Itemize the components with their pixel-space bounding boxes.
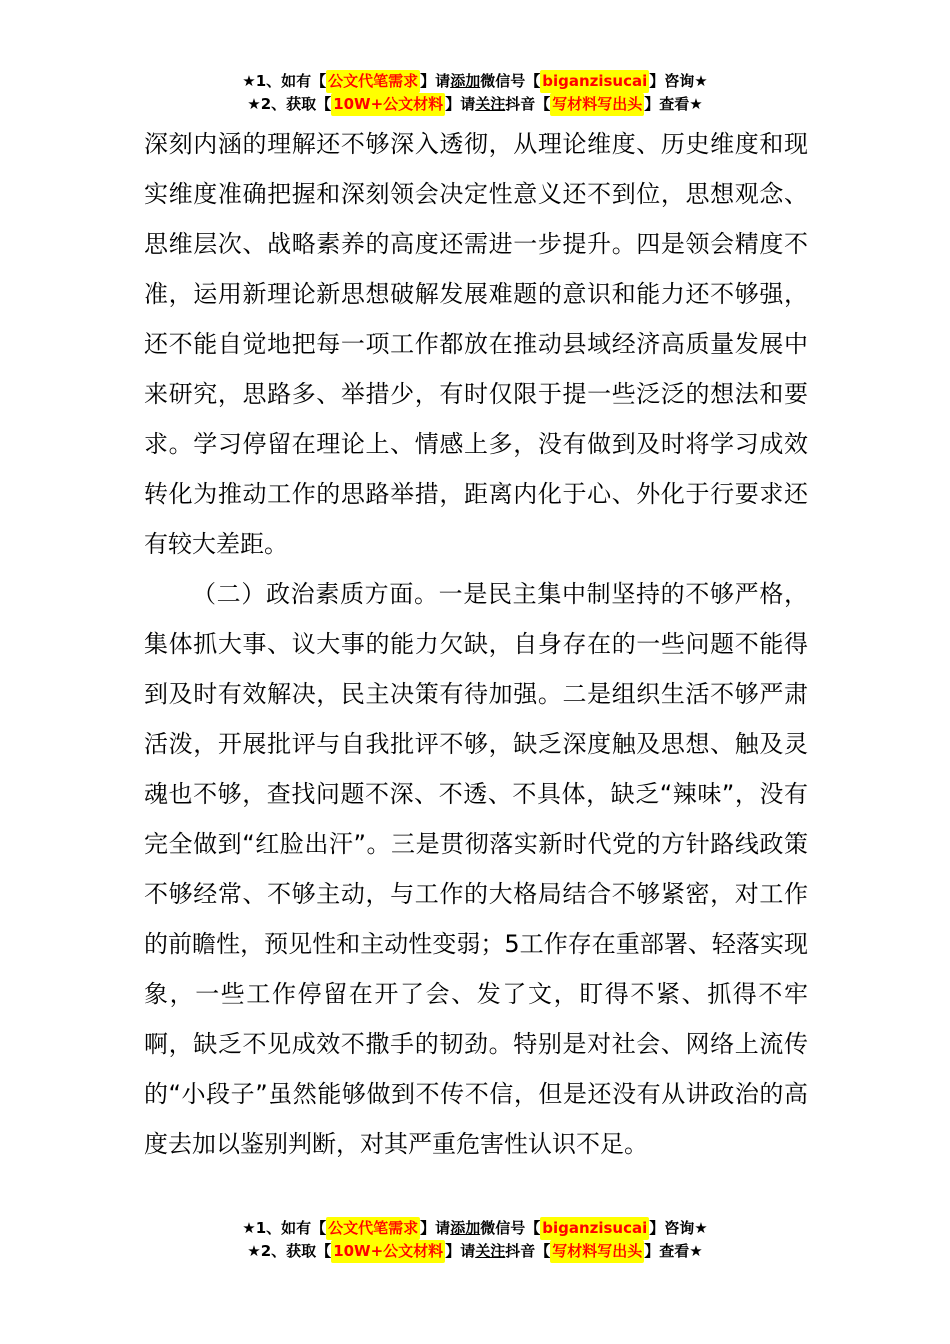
star-icon: ★ [247, 95, 261, 113]
highlight-materials: 10W+公文材料 [331, 1240, 445, 1263]
underlined-text: 关注 [475, 95, 506, 113]
banner-text: 2、获取【 [260, 1242, 332, 1260]
banner-text: 】请 [445, 95, 476, 113]
banner-line-1 [0, 1217, 950, 1240]
banner-text: 】查看★ [644, 1242, 703, 1260]
banner-text: 2、获取【 [260, 95, 332, 113]
highlight-service: 公文代笔需求 [326, 1217, 420, 1240]
banner-text: 抖音【 [505, 95, 551, 113]
highlight-service: 公文代笔需求 [326, 70, 420, 93]
banner-text: 】请 [445, 1242, 476, 1260]
banner-text: 1、如有【 [255, 72, 327, 90]
document-body [144, 119, 808, 1169]
header-banner [0, 70, 950, 116]
banner-line-2 [0, 93, 950, 116]
banner-text: 1、如有【 [255, 1219, 327, 1237]
highlight-wechat-id: biganzisucai [540, 1217, 649, 1240]
footer-banner [0, 1217, 950, 1263]
banner-text: 】咨询★ [649, 1219, 708, 1237]
highlight-materials: 10W+公文材料 [331, 93, 445, 116]
paragraph-continuation: 深刻内涵的理解还不够深入透彻，从理论维度、历史维度和现实维度准确把握和深刻领会决定性意义还不到位，思想观念、思维层次、战略素养的高度还需进一步提升。四是领会精度不准，运用新理论新思想破解发展难题的意识和能力还不够强，还不能自觉地把每一项工作都放在推动县域经济高质量发展中来研究，思路多、举措少，有时仅限于提一些泛泛的想法和要求。学习停留在理论上、情感上多，没有做到及时将学习成效转化为推动工作的思路举措，距离内化于心、外化于行要求还有较大差距。 [144, 130, 808, 558]
highlight-douyin-account: 写材料写出头 [550, 1240, 644, 1263]
banner-line-2 [0, 1240, 950, 1263]
banner-text: 微信号【 [480, 72, 541, 90]
highlight-douyin-account: 写材料写出头 [550, 93, 644, 116]
banner-text: 微信号【 [480, 1219, 541, 1237]
banner-text: 】请 [420, 72, 451, 90]
underlined-text: 添加 [450, 72, 481, 90]
highlight-wechat-id: biganzisucai [540, 70, 649, 93]
banner-text: 】咨询★ [649, 72, 708, 90]
star-icon: ★ [242, 72, 256, 90]
underlined-text: 添加 [450, 1219, 481, 1237]
banner-line-1 [0, 70, 950, 93]
banner-text: 】查看★ [644, 95, 703, 113]
banner-text: 】请 [420, 1219, 451, 1237]
banner-text: 抖音【 [505, 1242, 551, 1260]
star-icon: ★ [242, 1219, 256, 1237]
underlined-text: 关注 [475, 1242, 506, 1260]
star-icon: ★ [247, 1242, 261, 1260]
paragraph-political-quality: （二）政治素质方面。一是民主集中制坚持的不够严格，集体抓大事、议大事的能力欠缺，自身存在的一些问题不能得到及时有效解决，民主决策有待加强。二是组织生活不够严肃活泼，开展批评与自我批评不够，缺乏深度触及思想、触及灵魂也不够，查找问题不深、不透、不具体，缺乏“辣味”，没有完全做到“红脸出汗”。三是贯彻落实新时代党的方针路线政策不够经常、不够主动，与工作的大格局结合不够紧密，对工作的前瞻性，预见性和主动性变弱；5工作存在重部署、轻落实现象，一些工作停留在开了会、发了文，盯得不紧、抓得不牢啊，缺乏不见成效不撒手的韧劲。特别是对社会、网络上流传的“小段子”虽然能够做到不传不信，但是还没有从讲政治的高度去加以鉴别判断，对其严重危害性认识不足。 [144, 580, 808, 1158]
